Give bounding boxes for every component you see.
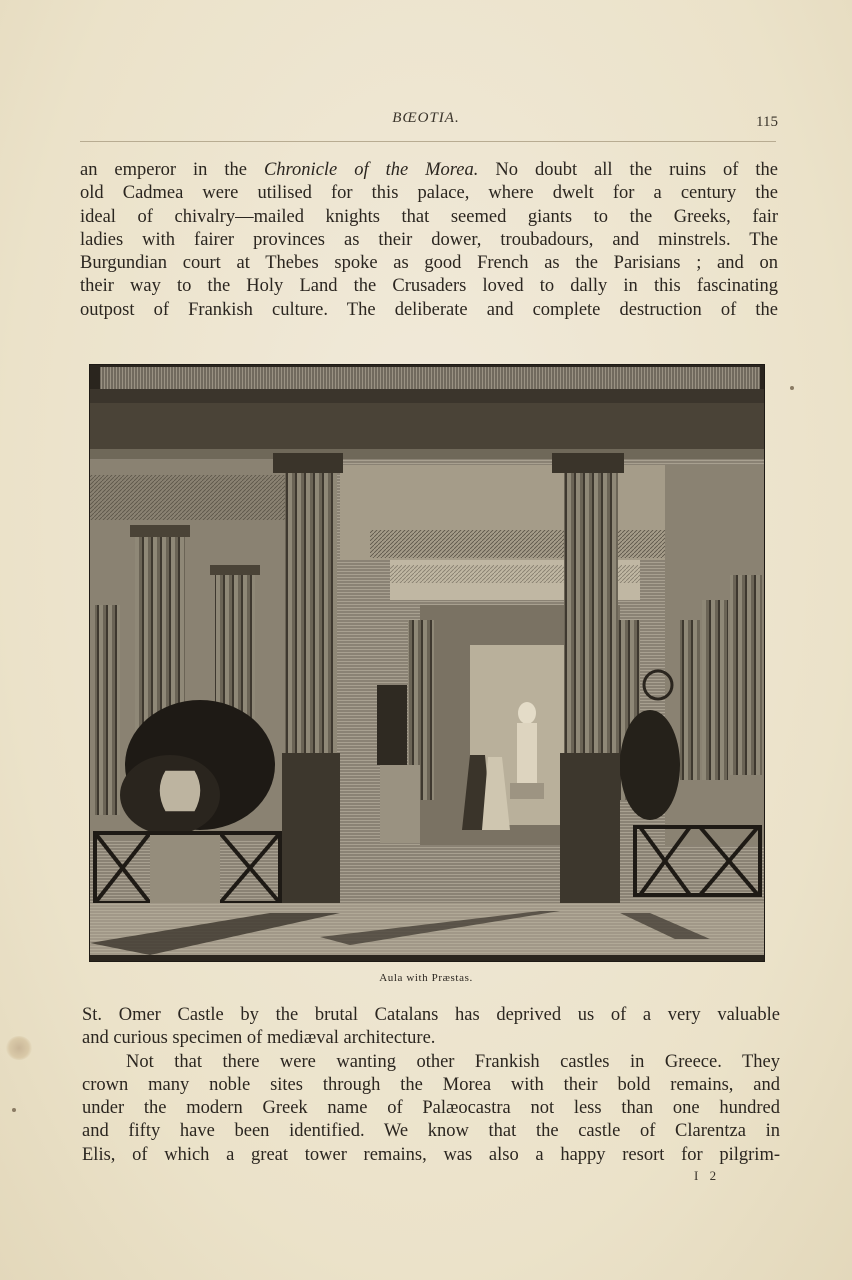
signature-mark: I 2: [694, 1168, 721, 1183]
text-line: crown many noble sites through the Morea with their bold remains, and: [82, 1074, 780, 1095]
paper-stain: [6, 1036, 32, 1060]
italic-title: Chronicle of the Morea.: [263, 160, 479, 180]
figure-caption: Aula with Præstas.: [379, 972, 473, 984]
running-title: BŒOTIA.: [392, 110, 460, 126]
text-line: Not that there were wanting other Frankish castles in Greece. They: [126, 1051, 780, 1072]
top-paragraph: [80, 159, 778, 322]
text-line: old Cadmea were utilised for this palace, where dwelt for a century the: [80, 183, 778, 204]
paper-speck: [790, 386, 794, 390]
text-line: and fifty have been identified. We know that the castle of Clarentza in: [82, 1121, 780, 1142]
page-number: 115: [756, 114, 778, 130]
text-line: outpost of Frankish culture. The deliberate and complete destruction of the: [80, 299, 778, 320]
text-line: an emperor in the Chronicle of the Morea. No doubt all the ruins of the: [80, 160, 779, 180]
text-line: ladies with fairer provinces as their dower, troubadours, and minstrels. The: [80, 229, 778, 250]
text-line: St. Omer Castle by the brutal Catalans has deprived us of a very valuable: [82, 1005, 780, 1025]
paper-speck: [12, 1108, 16, 1112]
text-line: Burgundian court at Thebes spoke as good French as the Parisians ; and on: [80, 253, 778, 274]
text-line: under the modern Greek name of Palæocastra not less than one hundred: [82, 1098, 780, 1119]
text-line: ideal of chivalry—mailed knights that seemed giants to the Greeks, fair: [80, 206, 778, 227]
text-line: their way to the Holy Land the Crusaders loved to dally in this fascinating: [80, 276, 778, 297]
header-rule: [80, 141, 776, 142]
text-line: and curious specimen of mediæval architecture.: [82, 1028, 436, 1049]
text-line: Elis, of which a great tower remains, was also a happy resort for pilgrim-: [82, 1144, 780, 1165]
engraving-illustration: [89, 364, 765, 962]
ceiling-beams: [100, 367, 760, 389]
bottom-paragraph: [82, 1004, 780, 1167]
